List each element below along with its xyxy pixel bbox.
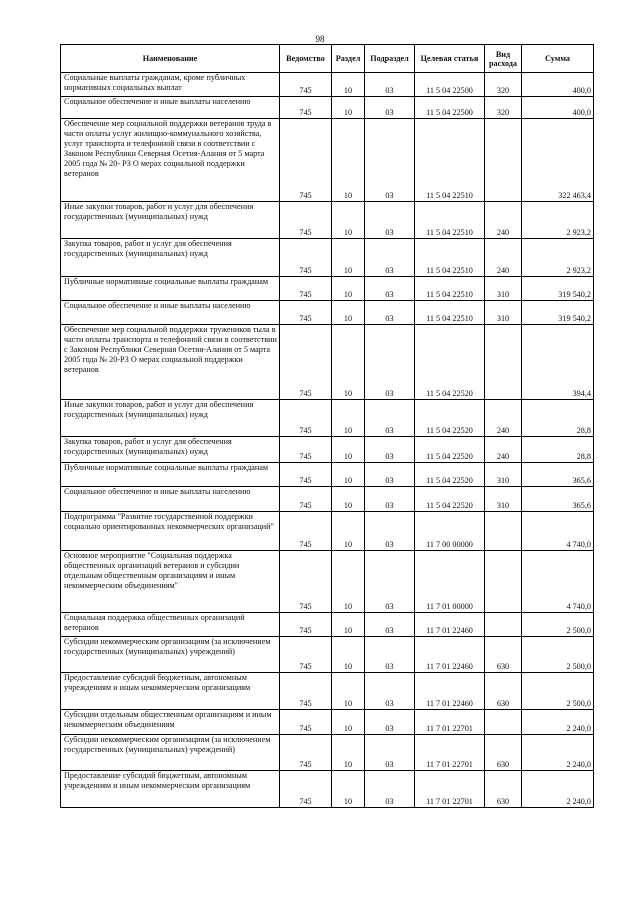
header-podrazdel: Подраздел — [365, 45, 415, 73]
table-row — [61, 400, 594, 437]
cell-summa: 2 500,0 — [522, 613, 594, 637]
cell-vid: 630 — [485, 771, 522, 808]
cell-vid — [485, 613, 522, 637]
cell-summa: 365,6 — [522, 463, 594, 487]
cell-statya: 11 5 04 22500 — [415, 97, 485, 119]
header-summa: Сумма — [522, 45, 594, 73]
cell-statya: 11 5 04 22520 — [415, 400, 485, 437]
cell-statya: 11 7 01 22460 — [415, 673, 485, 710]
cell-razdel: 10 — [332, 437, 365, 463]
cell-razdel: 10 — [332, 119, 365, 202]
table-row — [61, 637, 594, 673]
cell-vid: 240 — [485, 239, 522, 277]
table-row — [61, 239, 594, 277]
table-row — [61, 551, 594, 613]
cell-statya: 11 5 04 22520 — [415, 463, 485, 487]
cell-summa: 2 500,0 — [522, 673, 594, 710]
cell-name: Иные закупки товаров, работ и услуг для обеспечения государственных (муниципальных) нужд — [61, 400, 280, 437]
table-row — [61, 512, 594, 551]
cell-name: Субсидии отдельным общественным организациям и иным некоммерческим объединениям — [61, 710, 280, 735]
cell-vid: 310 — [485, 487, 522, 512]
cell-name: Социальное обеспечение и иные выплаты населению — [61, 487, 280, 512]
cell-razdel: 10 — [332, 771, 365, 808]
cell-statya: 11 7 01 22701 — [415, 771, 485, 808]
cell-vid: 630 — [485, 637, 522, 673]
cell-vedomstvo: 745 — [280, 735, 332, 771]
cell-name: Социальная поддержка общественных организаций ветеранов — [61, 613, 280, 637]
cell-razdel: 10 — [332, 673, 365, 710]
cell-summa: 2 923,2 — [522, 239, 594, 277]
table-body — [61, 73, 594, 808]
cell-podrazdel: 03 — [365, 400, 415, 437]
budget-table — [60, 44, 594, 808]
cell-vid: 310 — [485, 463, 522, 487]
cell-statya: 11 5 04 22520 — [415, 487, 485, 512]
cell-razdel: 10 — [332, 97, 365, 119]
cell-podrazdel: 03 — [365, 551, 415, 613]
cell-razdel: 10 — [332, 463, 365, 487]
cell-vid — [485, 551, 522, 613]
cell-razdel: 10 — [332, 551, 365, 613]
cell-podrazdel: 03 — [365, 771, 415, 808]
cell-podrazdel: 03 — [365, 202, 415, 239]
cell-vid: 630 — [485, 735, 522, 771]
cell-vedomstvo: 745 — [280, 119, 332, 202]
cell-name: Публичные нормативные социальные выплаты гражданам — [61, 277, 280, 301]
cell-name: Субсидии некоммерческим организациям (за исключением государственных (муниципальных) учреждений) — [61, 735, 280, 771]
table-row — [61, 73, 594, 97]
cell-vedomstvo: 745 — [280, 202, 332, 239]
cell-razdel: 10 — [332, 202, 365, 239]
cell-name: Иные закупки товаров, работ и услуг для обеспечения государственных (муниципальных) нужд — [61, 202, 280, 239]
cell-statya: 11 5 04 22510 — [415, 119, 485, 202]
cell-podrazdel: 03 — [365, 437, 415, 463]
cell-vedomstvo: 745 — [280, 325, 332, 400]
cell-podrazdel: 03 — [365, 119, 415, 202]
cell-vedomstvo: 745 — [280, 512, 332, 551]
table-row — [61, 202, 594, 239]
cell-vid: 630 — [485, 673, 522, 710]
cell-statya: 11 7 01 22701 — [415, 735, 485, 771]
table-row — [61, 325, 594, 400]
header-vid: Вид расхода — [485, 45, 522, 73]
cell-name: Основное мероприятие "Социальная поддержка общественных организаций ветеранов и субсидии отдельным общественным организациям и иным некоммерческим объединениям" — [61, 551, 280, 613]
table-row — [61, 301, 594, 325]
page-number: 98 — [315, 34, 325, 44]
cell-podrazdel: 03 — [365, 613, 415, 637]
cell-podrazdel: 03 — [365, 325, 415, 400]
cell-statya: 11 7 00 00000 — [415, 512, 485, 551]
cell-razdel: 10 — [332, 277, 365, 301]
cell-summa: 400,0 — [522, 73, 594, 97]
table-row — [61, 613, 594, 637]
cell-vid — [485, 119, 522, 202]
cell-podrazdel: 03 — [365, 487, 415, 512]
cell-razdel: 10 — [332, 613, 365, 637]
cell-statya: 11 5 04 22510 — [415, 239, 485, 277]
cell-statya: 11 7 01 22701 — [415, 710, 485, 735]
header-statya: Целевая статья — [415, 45, 485, 73]
cell-razdel: 10 — [332, 735, 365, 771]
cell-razdel: 10 — [332, 512, 365, 551]
cell-name: Предоставление субсидий бюджетным, автономным учреждениям и иным некоммерческим организациям — [61, 771, 280, 808]
cell-summa: 2 240,0 — [522, 710, 594, 735]
cell-summa: 2 240,0 — [522, 735, 594, 771]
cell-podrazdel: 03 — [365, 735, 415, 771]
cell-vid: 310 — [485, 277, 522, 301]
cell-name: Социальное обеспечение и иные выплаты населению — [61, 97, 280, 119]
cell-summa: 319 540,2 — [522, 301, 594, 325]
cell-summa: 28,8 — [522, 437, 594, 463]
cell-statya: 11 5 04 22500 — [415, 73, 485, 97]
cell-vedomstvo: 745 — [280, 437, 332, 463]
cell-name: Социальные выплаты гражданам, кроме публичных нормативных социальных выплат — [61, 73, 280, 97]
cell-razdel: 10 — [332, 239, 365, 277]
cell-summa: 2 240,0 — [522, 771, 594, 808]
cell-vedomstvo: 745 — [280, 239, 332, 277]
cell-summa: 2 500,0 — [522, 637, 594, 673]
header-name: Наименование — [61, 45, 280, 73]
cell-vedomstvo: 745 — [280, 673, 332, 710]
cell-vid: 320 — [485, 73, 522, 97]
cell-podrazdel: 03 — [365, 463, 415, 487]
cell-razdel: 10 — [332, 73, 365, 97]
cell-podrazdel: 03 — [365, 512, 415, 551]
cell-razdel: 10 — [332, 487, 365, 512]
table-row — [61, 710, 594, 735]
cell-statya: 11 5 04 22510 — [415, 202, 485, 239]
cell-name: Подпрограмма "Развитие государственной поддержки социально ориентированных некоммерческих организаций" — [61, 512, 280, 551]
cell-summa: 400,0 — [522, 97, 594, 119]
cell-name: Предоставление субсидий бюджетным, автономным учреждениям и иным некоммерческим организациям — [61, 673, 280, 710]
table-row — [61, 277, 594, 301]
cell-vid — [485, 512, 522, 551]
cell-vedomstvo: 745 — [280, 463, 332, 487]
cell-podrazdel: 03 — [365, 301, 415, 325]
cell-summa: 319 540,2 — [522, 277, 594, 301]
cell-podrazdel: 03 — [365, 710, 415, 735]
cell-statya: 11 5 04 22510 — [415, 277, 485, 301]
cell-statya: 11 5 04 22520 — [415, 437, 485, 463]
cell-vid — [485, 710, 522, 735]
cell-podrazdel: 03 — [365, 637, 415, 673]
cell-statya: 11 7 01 22460 — [415, 637, 485, 673]
cell-name: Обеспечение мер социальной поддержки ветеранов труда в части оплаты услуг жилищно-коммунального хозяйства, услуг транспорта и телефонной связи в соответствии с Законом Республики Северная Осетия-Алания от 5 марта 2005 года № 20- РЗ О мерах социальной поддержки ветеранов — [61, 119, 280, 202]
cell-vedomstvo: 745 — [280, 400, 332, 437]
cell-summa: 322 463,4 — [522, 119, 594, 202]
cell-razdel: 10 — [332, 301, 365, 325]
cell-vid: 240 — [485, 400, 522, 437]
table-row — [61, 119, 594, 202]
cell-razdel: 10 — [332, 637, 365, 673]
cell-vedomstvo: 745 — [280, 613, 332, 637]
cell-razdel: 10 — [332, 325, 365, 400]
cell-vedomstvo: 745 — [280, 487, 332, 512]
cell-summa: 365,6 — [522, 487, 594, 512]
table-row — [61, 771, 594, 808]
table-header-row — [61, 45, 594, 73]
cell-vedomstvo: 745 — [280, 97, 332, 119]
cell-vid: 320 — [485, 97, 522, 119]
table-row — [61, 437, 594, 463]
cell-summa: 4 740,0 — [522, 551, 594, 613]
cell-vedomstvo: 745 — [280, 551, 332, 613]
header-razdel: Раздел — [332, 45, 365, 73]
cell-vedomstvo: 745 — [280, 637, 332, 673]
cell-vedomstvo: 745 — [280, 710, 332, 735]
table-row — [61, 97, 594, 119]
cell-summa: 2 923,2 — [522, 202, 594, 239]
cell-summa: 394,4 — [522, 325, 594, 400]
cell-name: Закупка товаров, работ и услуг для обеспечения государственных (муниципальных) нужд — [61, 239, 280, 277]
table-row — [61, 463, 594, 487]
cell-vedomstvo: 745 — [280, 301, 332, 325]
cell-vid — [485, 325, 522, 400]
cell-vid: 310 — [485, 301, 522, 325]
cell-vid: 240 — [485, 202, 522, 239]
cell-podrazdel: 03 — [365, 73, 415, 97]
cell-name: Закупка товаров, работ и услуг для обеспечения государственных (муниципальных) нужд — [61, 437, 280, 463]
cell-summa: 28,8 — [522, 400, 594, 437]
cell-statya: 11 7 01 00000 — [415, 551, 485, 613]
cell-statya: 11 7 01 22460 — [415, 613, 485, 637]
cell-name: Социальное обеспечение и иные выплаты населению — [61, 301, 280, 325]
cell-vedomstvo: 745 — [280, 73, 332, 97]
cell-razdel: 10 — [332, 710, 365, 735]
cell-name: Обеспечение мер социальной поддержки тружеников тыла в части оплаты транспорта и телефонной связи в соответствии с Законом Республики Северная Осетия-Алания от 5 марта 2005 года № 20-РЗ О мерах социальной поддержки ветеранов — [61, 325, 280, 400]
cell-vedomstvo: 745 — [280, 277, 332, 301]
table-row — [61, 735, 594, 771]
cell-razdel: 10 — [332, 400, 365, 437]
table-row — [61, 673, 594, 710]
cell-name: Субсидии некоммерческим организациям (за исключением государственных (муниципальных) учреждений) — [61, 637, 280, 673]
cell-statya: 11 5 04 22510 — [415, 301, 485, 325]
cell-podrazdel: 03 — [365, 673, 415, 710]
cell-vid: 240 — [485, 437, 522, 463]
cell-summa: 4 740,0 — [522, 512, 594, 551]
cell-statya: 11 5 04 22520 — [415, 325, 485, 400]
cell-vedomstvo: 745 — [280, 771, 332, 808]
cell-name: Публичные нормативные социальные выплаты гражданам — [61, 463, 280, 487]
cell-podrazdel: 03 — [365, 277, 415, 301]
cell-podrazdel: 03 — [365, 239, 415, 277]
header-vedomstvo: Ведомство — [280, 45, 332, 73]
cell-podrazdel: 03 — [365, 97, 415, 119]
table-row — [61, 487, 594, 512]
